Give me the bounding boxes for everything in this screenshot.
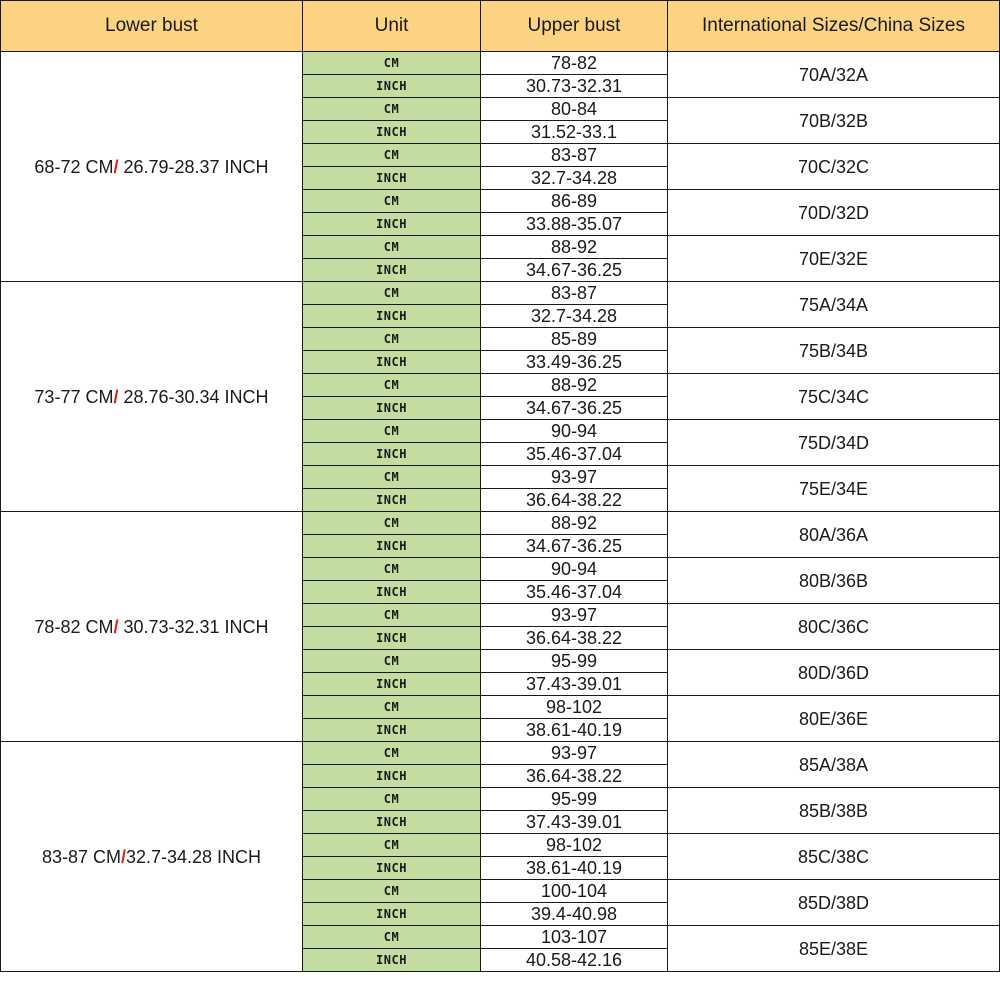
unit-cm-cell: CM bbox=[303, 604, 481, 627]
lower-bust-separator: / bbox=[120, 846, 126, 867]
international-size-cell: 80C/36C bbox=[668, 604, 1000, 650]
international-size-cell: 85C/38C bbox=[668, 834, 1000, 880]
upper-bust-inch-cell: 35.46-37.04 bbox=[481, 443, 668, 466]
upper-bust-cm-cell: 93-97 bbox=[481, 604, 668, 627]
international-size-cell: 85E/38E bbox=[668, 926, 1000, 972]
upper-bust-cm-cell: 93-97 bbox=[481, 742, 668, 765]
unit-cm-cell: CM bbox=[303, 282, 481, 305]
international-size-cell: 75E/34E bbox=[668, 466, 1000, 512]
unit-cm-cell: CM bbox=[303, 52, 481, 75]
upper-bust-inch-cell: 36.64-38.22 bbox=[481, 765, 668, 788]
upper-bust-cm-cell: 103-107 bbox=[481, 926, 668, 949]
upper-bust-cm-cell: 98-102 bbox=[481, 834, 668, 857]
international-size-cell: 85A/38A bbox=[668, 742, 1000, 788]
upper-bust-cm-cell: 98-102 bbox=[481, 696, 668, 719]
unit-cm-cell: CM bbox=[303, 788, 481, 811]
lower-bust-inch: 32.7-34.28 INCH bbox=[125, 846, 262, 867]
upper-bust-inch-cell: 31.52-33.1 bbox=[481, 121, 668, 144]
unit-inch-cell: INCH bbox=[303, 397, 481, 420]
international-size-cell: 80B/36B bbox=[668, 558, 1000, 604]
upper-bust-cm-cell: 90-94 bbox=[481, 420, 668, 443]
lower-bust-inch: 30.73-32.31 INCH bbox=[118, 616, 269, 637]
upper-bust-inch-cell: 39.4-40.98 bbox=[481, 903, 668, 926]
upper-bust-cm-cell: 88-92 bbox=[481, 512, 668, 535]
international-size-cell: 85D/38D bbox=[668, 880, 1000, 926]
unit-inch-cell: INCH bbox=[303, 627, 481, 650]
lower-bust-cell bbox=[1, 282, 303, 512]
upper-bust-inch-cell: 34.67-36.25 bbox=[481, 259, 668, 282]
upper-bust-inch-cell: 38.61-40.19 bbox=[481, 719, 668, 742]
international-size-cell: 75A/34A bbox=[668, 282, 1000, 328]
upper-bust-inch-cell: 32.7-34.28 bbox=[481, 167, 668, 190]
upper-bust-cm-cell: 100-104 bbox=[481, 880, 668, 903]
unit-cm-cell: CM bbox=[303, 558, 481, 581]
lower-bust-cm: 68-72 CM bbox=[34, 156, 114, 177]
international-size-cell: 70C/32C bbox=[668, 144, 1000, 190]
unit-inch-cell: INCH bbox=[303, 305, 481, 328]
lower-bust-cell bbox=[1, 742, 303, 972]
upper-bust-inch-cell: 37.43-39.01 bbox=[481, 673, 668, 696]
upper-bust-inch-cell: 33.88-35.07 bbox=[481, 213, 668, 236]
lower-bust-separator: / bbox=[113, 386, 119, 407]
unit-inch-cell: INCH bbox=[303, 167, 481, 190]
unit-cm-cell: CM bbox=[303, 926, 481, 949]
international-size-cell: 80A/36A bbox=[668, 512, 1000, 558]
upper-bust-inch-cell: 32.7-34.28 bbox=[481, 305, 668, 328]
table-row bbox=[1, 512, 1000, 535]
lower-bust-cm: 73-77 CM bbox=[34, 386, 114, 407]
unit-inch-cell: INCH bbox=[303, 535, 481, 558]
upper-bust-inch-cell: 36.64-38.22 bbox=[481, 627, 668, 650]
unit-inch-cell: INCH bbox=[303, 581, 481, 604]
unit-cm-cell: CM bbox=[303, 834, 481, 857]
table-row bbox=[1, 282, 1000, 305]
upper-bust-cm-cell: 88-92 bbox=[481, 374, 668, 397]
upper-bust-cm-cell: 83-87 bbox=[481, 282, 668, 305]
unit-cm-cell: CM bbox=[303, 512, 481, 535]
upper-bust-inch-cell: 35.46-37.04 bbox=[481, 581, 668, 604]
unit-cm-cell: CM bbox=[303, 190, 481, 213]
upper-bust-cm-cell: 80-84 bbox=[481, 98, 668, 121]
unit-cm-cell: CM bbox=[303, 374, 481, 397]
table-row bbox=[1, 52, 1000, 75]
unit-cm-cell: CM bbox=[303, 880, 481, 903]
upper-bust-inch-cell: 38.61-40.19 bbox=[481, 857, 668, 880]
upper-bust-inch-cell: 34.67-36.25 bbox=[481, 535, 668, 558]
upper-bust-inch-cell: 34.67-36.25 bbox=[481, 397, 668, 420]
table-row bbox=[1, 742, 1000, 765]
upper-bust-cm-cell: 95-99 bbox=[481, 788, 668, 811]
lower-bust-cell bbox=[1, 512, 303, 742]
unit-inch-cell: INCH bbox=[303, 259, 481, 282]
lower-bust-separator: / bbox=[113, 156, 119, 177]
lower-bust-cm: 78-82 CM bbox=[34, 616, 114, 637]
upper-bust-cm-cell: 93-97 bbox=[481, 466, 668, 489]
unit-inch-cell: INCH bbox=[303, 811, 481, 834]
international-size-cell: 70B/32B bbox=[668, 98, 1000, 144]
unit-inch-cell: INCH bbox=[303, 489, 481, 512]
lower-bust-inch: 28.76-30.34 INCH bbox=[118, 386, 269, 407]
unit-inch-cell: INCH bbox=[303, 949, 481, 972]
international-size-cell: 75B/34B bbox=[668, 328, 1000, 374]
unit-inch-cell: INCH bbox=[303, 903, 481, 926]
unit-cm-cell: CM bbox=[303, 236, 481, 259]
unit-inch-cell: INCH bbox=[303, 673, 481, 696]
upper-bust-cm-cell: 78-82 bbox=[481, 52, 668, 75]
unit-inch-cell: INCH bbox=[303, 351, 481, 374]
unit-inch-cell: INCH bbox=[303, 719, 481, 742]
upper-bust-cm-cell: 90-94 bbox=[481, 558, 668, 581]
unit-inch-cell: INCH bbox=[303, 213, 481, 236]
unit-inch-cell: INCH bbox=[303, 75, 481, 98]
header-sizes: International Sizes/China Sizes bbox=[668, 1, 1000, 52]
upper-bust-inch-cell: 37.43-39.01 bbox=[481, 811, 668, 834]
unit-cm-cell: CM bbox=[303, 466, 481, 489]
unit-cm-cell: CM bbox=[303, 650, 481, 673]
international-size-cell: 70E/32E bbox=[668, 236, 1000, 282]
upper-bust-inch-cell: 36.64-38.22 bbox=[481, 489, 668, 512]
upper-bust-inch-cell: 40.58-42.16 bbox=[481, 949, 668, 972]
upper-bust-inch-cell: 30.73-32.31 bbox=[481, 75, 668, 98]
lower-bust-separator: / bbox=[113, 616, 119, 637]
international-size-cell: 85B/38B bbox=[668, 788, 1000, 834]
size-table-body bbox=[1, 52, 1000, 972]
international-size-cell: 75D/34D bbox=[668, 420, 1000, 466]
unit-cm-cell: CM bbox=[303, 328, 481, 351]
header-unit: Unit bbox=[303, 1, 481, 52]
international-size-cell: 70D/32D bbox=[668, 190, 1000, 236]
unit-inch-cell: INCH bbox=[303, 765, 481, 788]
lower-bust-inch: 26.79-28.37 INCH bbox=[118, 156, 269, 177]
international-size-cell: 70A/32A bbox=[668, 52, 1000, 98]
lower-bust-cm: 83-87 CM bbox=[41, 846, 121, 867]
upper-bust-cm-cell: 85-89 bbox=[481, 328, 668, 351]
unit-cm-cell: CM bbox=[303, 742, 481, 765]
unit-inch-cell: INCH bbox=[303, 443, 481, 466]
header-row bbox=[1, 1, 1000, 52]
unit-cm-cell: CM bbox=[303, 420, 481, 443]
unit-cm-cell: CM bbox=[303, 696, 481, 719]
unit-cm-cell: CM bbox=[303, 144, 481, 167]
upper-bust-cm-cell: 88-92 bbox=[481, 236, 668, 259]
unit-cm-cell: CM bbox=[303, 98, 481, 121]
upper-bust-cm-cell: 86-89 bbox=[481, 190, 668, 213]
unit-inch-cell: INCH bbox=[303, 121, 481, 144]
header-upper-bust: Upper bust bbox=[481, 1, 668, 52]
international-size-cell: 75C/34C bbox=[668, 374, 1000, 420]
header-lower-bust: Lower bust bbox=[1, 1, 303, 52]
upper-bust-cm-cell: 83-87 bbox=[481, 144, 668, 167]
unit-inch-cell: INCH bbox=[303, 857, 481, 880]
upper-bust-inch-cell: 33.49-36.25 bbox=[481, 351, 668, 374]
international-size-cell: 80D/36D bbox=[668, 650, 1000, 696]
international-size-cell: 80E/36E bbox=[668, 696, 1000, 742]
upper-bust-cm-cell: 95-99 bbox=[481, 650, 668, 673]
lower-bust-cell bbox=[1, 52, 303, 282]
